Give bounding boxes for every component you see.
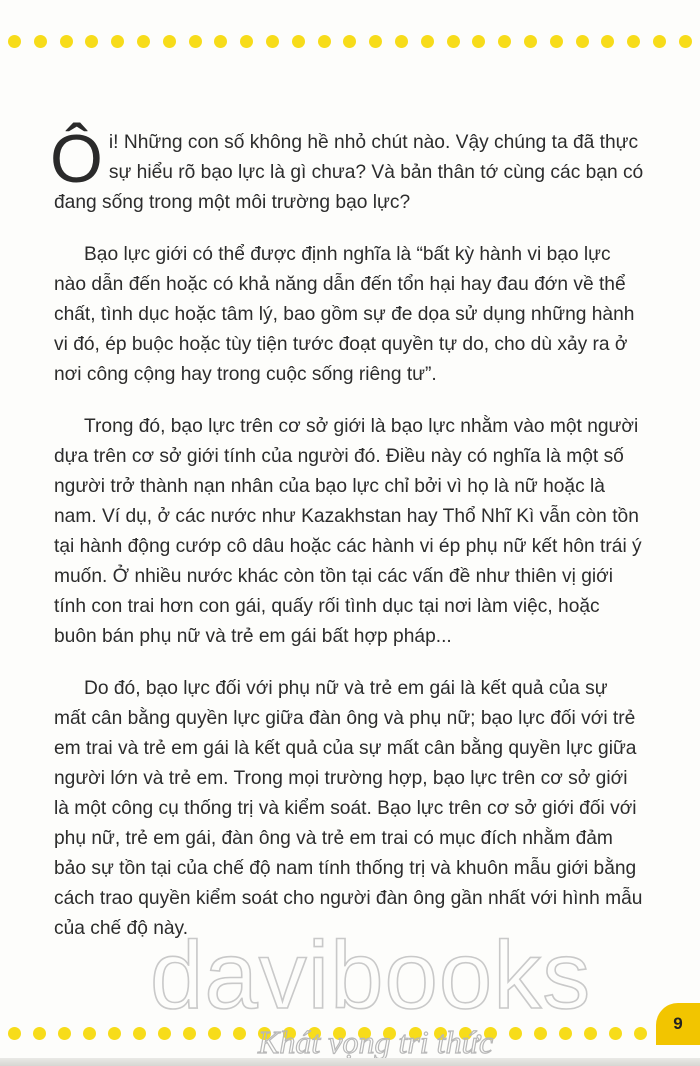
yellow-dot-icon [133, 1027, 146, 1040]
yellow-dot-icon [634, 1027, 647, 1040]
yellow-dot-icon [8, 35, 21, 48]
yellow-dot-icon [8, 1027, 21, 1040]
yellow-dot-icon [85, 35, 98, 48]
yellow-dot-icon [318, 35, 331, 48]
bottom-dot-border [0, 1023, 655, 1043]
yellow-dot-icon [534, 1027, 547, 1040]
yellow-dot-icon [609, 1027, 622, 1040]
yellow-dot-icon [158, 1027, 171, 1040]
yellow-dot-icon [472, 35, 485, 48]
drop-cap: Ô [50, 121, 103, 197]
yellow-dot-icon [233, 1027, 246, 1040]
body-text [50, 121, 644, 966]
yellow-dot-icon [383, 1027, 396, 1040]
yellow-dot-icon [33, 1027, 46, 1040]
yellow-dot-icon [358, 1027, 371, 1040]
yellow-dot-icon [550, 35, 563, 48]
yellow-dot-icon [447, 35, 460, 48]
page-number-badge [656, 1003, 700, 1045]
yellow-dot-icon [208, 1027, 221, 1040]
yellow-dot-icon [292, 35, 305, 48]
yellow-dot-icon [108, 1027, 121, 1040]
yellow-dot-icon [214, 35, 227, 48]
yellow-dot-icon [584, 1027, 597, 1040]
yellow-dot-icon [58, 1027, 71, 1040]
yellow-dot-icon [369, 35, 382, 48]
yellow-dot-icon [343, 35, 356, 48]
watermark-brand: davibooks [150, 922, 592, 1029]
yellow-dot-icon [189, 35, 202, 48]
page-edge [0, 1058, 700, 1066]
paragraph-2: Bạo lực giới có thể được định nghĩa là “bất kỳ hành vi bạo lực nào dẫn đến hoặc có khả năng dẫn đến tổn hại hay đau đớn về thể chất, tình dục hoặc tâm lý, bao gồm sự đe dọa sử dụng những hành vi đó, ép buộc hoặc tùy tiện tước đoạt quyền tự do, cho dù xảy ra ở nơi công cộng hay trong cuộc sống riêng tư”. [54, 244, 635, 385]
yellow-dot-icon [434, 1027, 447, 1040]
yellow-dot-icon [627, 35, 640, 48]
yellow-dot-icon [421, 35, 434, 48]
yellow-dot-icon [409, 1027, 422, 1040]
yellow-dot-icon [183, 1027, 196, 1040]
top-dot-border [0, 31, 700, 51]
yellow-dot-icon [34, 35, 47, 48]
page-number: 9 [673, 1014, 683, 1033]
yellow-dot-icon [283, 1027, 296, 1040]
yellow-dot-icon [484, 1027, 497, 1040]
watermark-tagline: Khát vọng tri thức [258, 1024, 494, 1060]
yellow-dot-icon [524, 35, 537, 48]
yellow-dot-icon [83, 1027, 96, 1040]
yellow-dot-icon [601, 35, 614, 48]
yellow-dot-icon [395, 35, 408, 48]
yellow-dot-icon [163, 35, 176, 48]
yellow-dot-icon [258, 1027, 271, 1040]
paragraph-1 [50, 121, 644, 218]
paragraph-1-text: i! Những con số không hề nhỏ chút nào. Vậy chúng ta đã thực sự hiểu rõ bạo lực là gì chưa? Và bản thân tớ cùng các bạn có đang sống trong một môi trường bạo lực? [54, 132, 644, 213]
yellow-dot-icon [333, 1027, 346, 1040]
yellow-dot-icon [509, 1027, 522, 1040]
yellow-dot-icon [308, 1027, 321, 1040]
yellow-dot-icon [498, 35, 511, 48]
yellow-dot-icon [137, 35, 150, 48]
yellow-dot-icon [576, 35, 589, 48]
paragraph-3: Trong đó, bạo lực trên cơ sở giới là bạo lực nhằm vào một người dựa trên cơ sở giới tính của người đó. Điều này có nghĩa là một số người trở thành nạn nhân của bạo lực chỉ bởi vì họ là nữ hoặc là nam. Ví dụ, ở các nước như Kazakhstan hay Thổ Nhĩ Kì vẫn còn tồn tại hành động cướp cô dâu hoặc các hành vi ép phụ nữ kết hôn trái ý muốn. Ở nhiều nước khác còn tồn tại các vấn đề như thiên vị giới tính con trai hơn con gái, quấy rối tình dục tại nơi làm việc, hoặc buôn bán phụ nữ và trẻ em gái bất hợp pháp... [54, 416, 642, 647]
yellow-dot-icon [240, 35, 253, 48]
yellow-dot-icon [266, 35, 279, 48]
paragraph-4: Do đó, bạo lực đối với phụ nữ và trẻ em gái là kết quả của sự mất cân bằng quyền lực giữa đàn ông và phụ nữ; bạo lực đối với trẻ em trai và trẻ em gái là kết quả của sự mất cân bằng quyền lực giữa người lớn và trẻ em. Trong mọi trường hợp, bạo lực trên cơ sở giới là một công cụ thống trị và kiểm soát. Bạo lực trên cơ sở giới đối với phụ nữ, trẻ em gái, đàn ông và trẻ em trai có mục đích nhằm đảm bảo sự tồn tại của chế độ nam tính thống trị và khuôn mẫu giới bằng cách trao quyền kiểm soát cho người đàn ông gần nhất với hình mẫu của chế độ này. [54, 678, 643, 939]
yellow-dot-icon [679, 35, 692, 48]
yellow-dot-icon [653, 35, 666, 48]
yellow-dot-icon [459, 1027, 472, 1040]
yellow-dot-icon [111, 35, 124, 48]
yellow-dot-icon [60, 35, 73, 48]
yellow-dot-icon [559, 1027, 572, 1040]
